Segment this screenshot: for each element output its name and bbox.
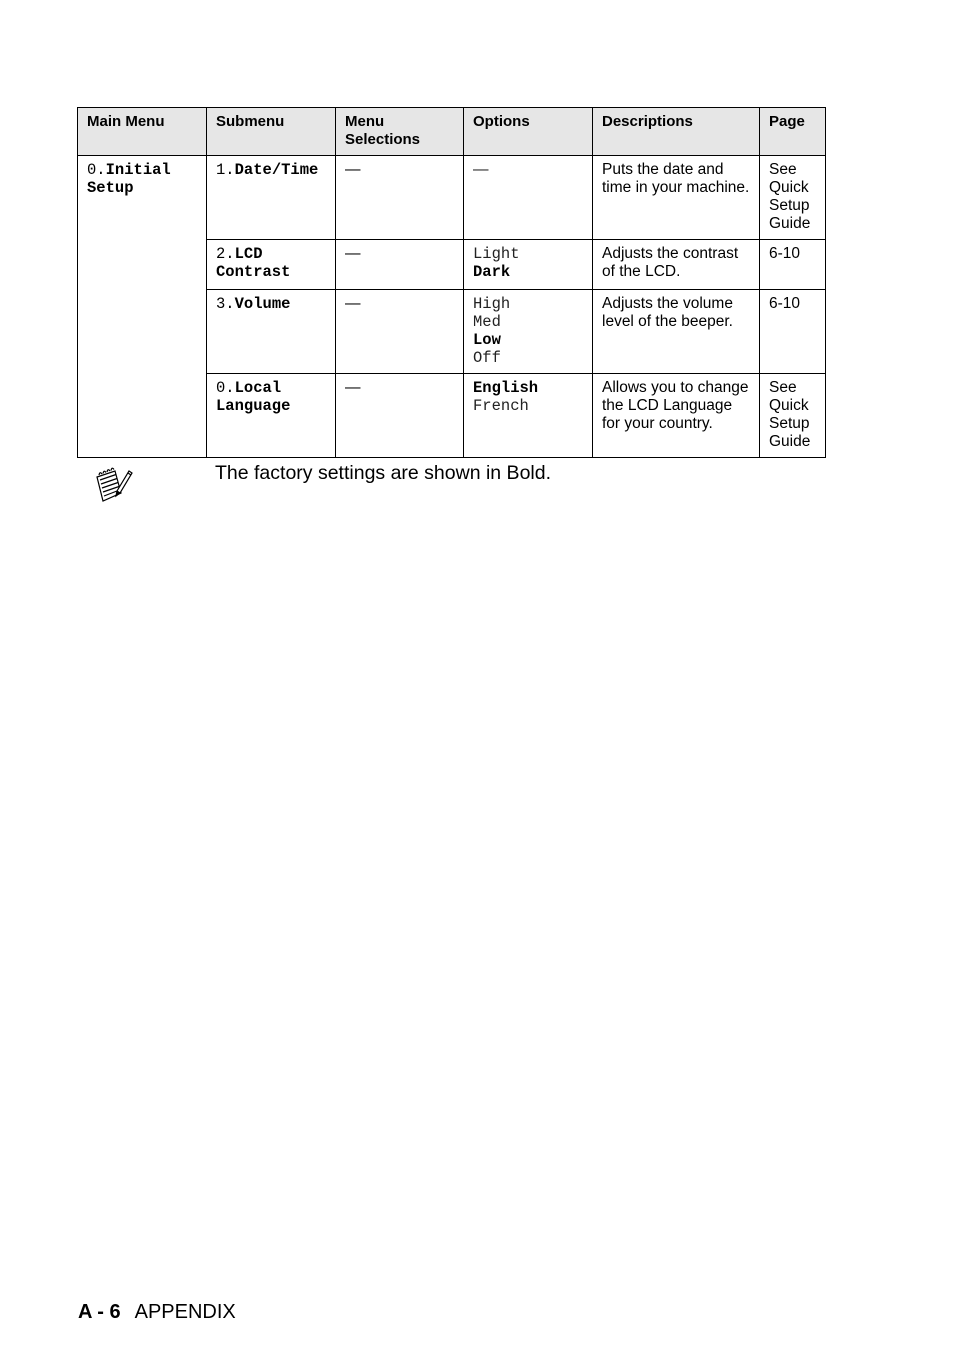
submenu-number: 1. [216,161,235,179]
description-cell: Adjusts the contrast of the LCD. [593,240,760,290]
option-value: Light [473,245,520,263]
table-header-row [78,108,826,156]
option-value-default: Low [473,331,501,349]
submenu-line1: Date/Time [234,161,319,179]
menu-settings-table [77,107,826,458]
menu-selections-cell: — [336,290,464,374]
options-cell [464,240,593,290]
submenu-number: 2. [216,245,235,263]
submenu-number: 0. [216,379,235,397]
description-cell: Puts the date and time in your machine. [593,156,760,240]
main-menu-line1: Initial [105,161,171,179]
menu-selections-cell: — [336,240,464,290]
options-cell [464,374,593,458]
submenu-cell [207,374,336,458]
option-value: — [473,161,489,178]
note-pencil-icon [93,467,135,505]
submenu-number: 3. [216,295,235,313]
option-value: Med [473,313,501,331]
header-menu-selections: Menu Selections [336,108,464,156]
option-value-default: English [473,379,539,397]
options-cell [464,156,593,240]
header-main-menu: Main Menu [78,108,207,156]
submenu-line1: Local [234,379,282,397]
header-submenu: Submenu [207,108,336,156]
section-name: APPENDIX [134,1301,236,1323]
header-page: Page [760,108,826,156]
option-value-default: Dark [473,263,511,281]
option-value: High [473,295,511,313]
page-ref-cell: 6-10 [760,240,826,290]
page-ref-cell: 6-10 [760,290,826,374]
factory-settings-note: The factory settings are shown in Bold. [215,462,552,484]
submenu-cell [207,156,336,240]
submenu-cell [207,240,336,290]
page-number: A - 6 [78,1301,121,1323]
submenu-line2: Language [216,397,291,415]
option-value: Off [473,349,501,367]
main-menu-line2: Setup [87,179,134,197]
header-options: Options [464,108,593,156]
page-ref-cell: See Quick Setup Guide [760,374,826,458]
header-descriptions: Descriptions [593,108,760,156]
submenu-line1: LCD [234,245,263,263]
submenu-line1: Volume [234,295,291,313]
options-cell [464,290,593,374]
menu-selections-cell: — [336,374,464,458]
page-footer [78,1299,236,1325]
option-value: French [473,397,529,415]
submenu-line2: Contrast [216,263,291,281]
description-cell: Allows you to change the LCD Language for your country. [593,374,760,458]
menu-selections-cell: — [336,156,464,240]
table-row [78,156,826,240]
page-ref-cell: See Quick Setup Guide [760,156,826,240]
description-cell: Adjusts the volume level of the beeper. [593,290,760,374]
main-menu-number: 0. [87,161,106,179]
submenu-cell [207,290,336,374]
main-menu-cell [78,156,207,458]
